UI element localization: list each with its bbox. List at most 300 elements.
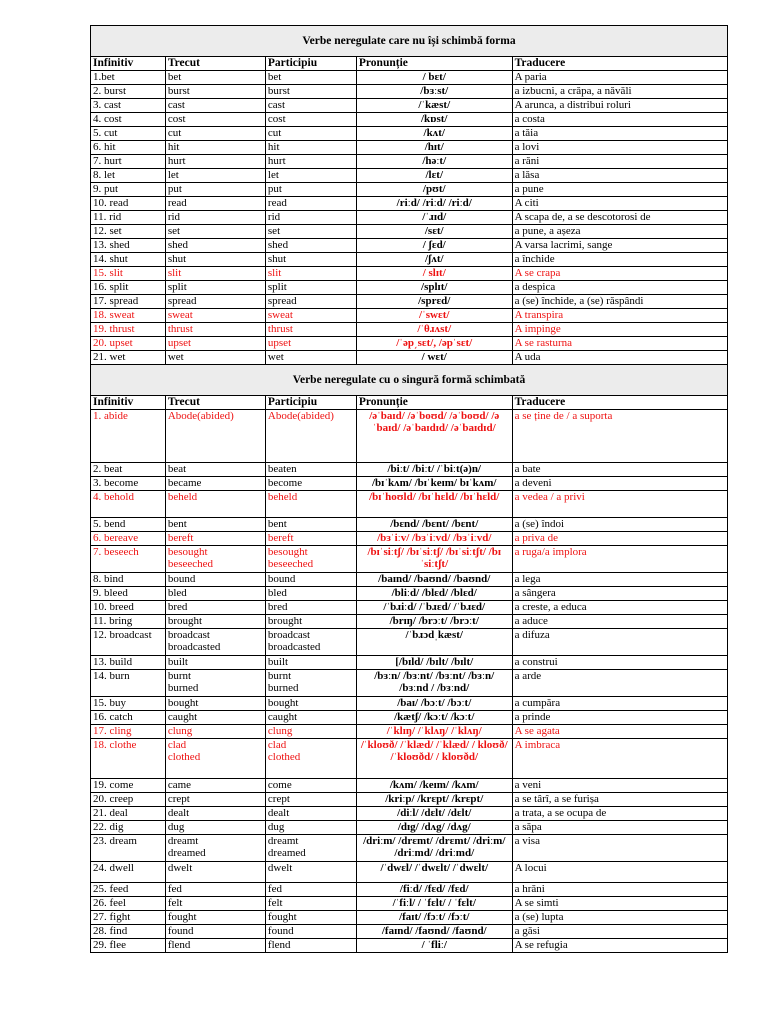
table-row xyxy=(91,463,728,477)
cell-pron: /həːt/ xyxy=(356,155,512,169)
cell-inf: 8. bind xyxy=(91,573,166,587)
cell-pron: /ˈbɹɔdˌkæst/ xyxy=(356,629,512,656)
cell-inf: 18. clothe xyxy=(91,739,166,779)
cell-pron: /bɪˈkʌm/ /bɪˈkeɪm/ bɪˈkʌm/ xyxy=(356,477,512,491)
cell-trans: a deveni xyxy=(512,477,727,491)
cell-inf: 11. rid xyxy=(91,211,166,225)
cell-part: dreamt dreamed xyxy=(265,835,356,862)
cell-part: fought xyxy=(265,910,356,924)
cell-pron: /baɪnd/ /baʊnd/ /baʊnd/ xyxy=(356,573,512,587)
table-row xyxy=(91,711,728,725)
cell-trans: A transpira xyxy=(512,309,727,323)
column-header: Infinitiv xyxy=(91,57,166,71)
column-header: Pronunție xyxy=(356,57,512,71)
cell-pron: /ˈɹɪd/ xyxy=(356,211,512,225)
cell-inf: 9. put xyxy=(91,183,166,197)
cell-past: found xyxy=(165,924,265,938)
cell-pron: /lɛt/ xyxy=(356,169,512,183)
cell-trans: a (se) lupta xyxy=(512,910,727,924)
table-row xyxy=(91,573,728,587)
table-row xyxy=(91,629,728,656)
cell-part: beheld xyxy=(265,491,356,518)
cell-inf: 3. cast xyxy=(91,99,166,113)
cell-part: cost xyxy=(265,113,356,127)
cell-inf: 6. hit xyxy=(91,141,166,155)
cell-pron: /əˈbaɪd/ /əˈboʊd/ /əˈboʊd/ /əˈbaɪd/ /əˈbaɪdɪd/ /əˈbaɪdɪd/ xyxy=(356,410,512,463)
cell-trans: a tăia xyxy=(512,127,727,141)
cell-past: clad clothed xyxy=(165,739,265,779)
cell-inf: 4. behold xyxy=(91,491,166,518)
cell-inf: 10. breed xyxy=(91,601,166,615)
table-row xyxy=(91,71,728,85)
cell-pron: /ʃʌt/ xyxy=(356,253,512,267)
cell-part: become xyxy=(265,477,356,491)
column-header: Traducere xyxy=(512,396,727,410)
table-row xyxy=(91,835,728,862)
cell-part: felt xyxy=(265,896,356,910)
cell-inf: 13. build xyxy=(91,656,166,670)
cell-pron: /diːl/ /dɛlt/ /dɛlt/ xyxy=(356,807,512,821)
cell-inf: 11. bring xyxy=(91,615,166,629)
column-header: Infinitiv xyxy=(91,396,166,410)
cell-part: upset xyxy=(265,337,356,351)
table-row xyxy=(91,882,728,896)
table-row xyxy=(91,807,728,821)
cell-part: burst xyxy=(265,85,356,99)
column-header: Participiu xyxy=(265,396,356,410)
cell-past: bled xyxy=(165,587,265,601)
table-row xyxy=(91,113,728,127)
cell-trans: a izbucni, a crăpa, a năvăli xyxy=(512,85,727,99)
table-row xyxy=(91,587,728,601)
cell-past: besought beseeched xyxy=(165,546,265,573)
cell-part: bred xyxy=(265,601,356,615)
table-row xyxy=(91,309,728,323)
cell-inf: 20. upset xyxy=(91,337,166,351)
table-row xyxy=(91,351,728,365)
cell-pron: /pʊt/ xyxy=(356,183,512,197)
cell-part: read xyxy=(265,197,356,211)
table-row xyxy=(91,739,728,779)
section-title: Verbe neregulate cu o singură formă schimbată xyxy=(91,365,728,396)
cell-past: set xyxy=(165,225,265,239)
cell-trans: a despica xyxy=(512,281,727,295)
cell-inf: 19. thrust xyxy=(91,323,166,337)
cell-trans: a construi xyxy=(512,656,727,670)
cell-pron: /ˈfiːl/ / ˈfɛlt/ / ˈfɛlt/ xyxy=(356,896,512,910)
table-row xyxy=(91,518,728,532)
cell-past: crept xyxy=(165,793,265,807)
cell-trans: a veni xyxy=(512,779,727,793)
cell-pron: / ˈfliː/ xyxy=(356,938,512,952)
cell-past: fed xyxy=(165,882,265,896)
cell-part: dwelt xyxy=(265,862,356,883)
table-row xyxy=(91,183,728,197)
cell-inf: 5. bend xyxy=(91,518,166,532)
cell-trans: a creste, a educa xyxy=(512,601,727,615)
cell-pron: /ˈbɹiːd/ /ˈbɹɛd/ /ˈbɹɛd/ xyxy=(356,601,512,615)
column-header-row xyxy=(91,57,728,71)
cell-part: clung xyxy=(265,725,356,739)
cell-inf: 20. creep xyxy=(91,793,166,807)
cell-past: wet xyxy=(165,351,265,365)
cell-part: clad clothed xyxy=(265,739,356,779)
cell-pron: /bɪˈsiːtʃ/ /bɪˈsiːtʃ/ /bɪˈsiːtʃt/ /bɪˈsiːtʃt/ xyxy=(356,546,512,573)
cell-trans: a vedea / a privi xyxy=(512,491,727,518)
cell-past: brought xyxy=(165,615,265,629)
cell-past: bent xyxy=(165,518,265,532)
cell-trans: a săpa xyxy=(512,821,727,835)
cell-pron: /ˈdwɛl/ /ˈdwɛlt/ /ˈdwɛlt/ xyxy=(356,862,512,883)
cell-past: built xyxy=(165,656,265,670)
table-row xyxy=(91,793,728,807)
cell-part: beaten xyxy=(265,463,356,477)
cell-part: slit xyxy=(265,267,356,281)
cell-trans: a răni xyxy=(512,155,727,169)
section-title-row xyxy=(91,26,728,57)
table-row xyxy=(91,491,728,518)
cell-pron: /fiːd/ /fɛd/ /fɛd/ xyxy=(356,882,512,896)
cell-inf: 9. bleed xyxy=(91,587,166,601)
cell-past: spread xyxy=(165,295,265,309)
cell-trans: a pune, a așeza xyxy=(512,225,727,239)
cell-past: bet xyxy=(165,71,265,85)
cell-trans: A citi xyxy=(512,197,727,211)
cell-part: split xyxy=(265,281,356,295)
cell-trans: A locui xyxy=(512,862,727,883)
cell-pron: /kʌm/ /keɪm/ /kʌm/ xyxy=(356,779,512,793)
cell-past: rid xyxy=(165,211,265,225)
cell-past: hurt xyxy=(165,155,265,169)
cell-past: dwelt xyxy=(165,862,265,883)
cell-trans: a închide xyxy=(512,253,727,267)
cell-trans: a costa xyxy=(512,113,727,127)
cell-past: hit xyxy=(165,141,265,155)
table-row xyxy=(91,546,728,573)
cell-trans: a lovi xyxy=(512,141,727,155)
cell-inf: 1.bet xyxy=(91,71,166,85)
cell-pron: /baɪ/ /bɔːt/ /bɔːt/ xyxy=(356,697,512,711)
verb-tables-page xyxy=(90,25,728,953)
cell-part: dug xyxy=(265,821,356,835)
cell-pron: /faɪnd/ /faʊnd/ /faʊnd/ xyxy=(356,924,512,938)
table-row xyxy=(91,127,728,141)
cell-part: besought beseeched xyxy=(265,546,356,573)
cell-part: found xyxy=(265,924,356,938)
cell-part: bound xyxy=(265,573,356,587)
cell-inf: 24. dwell xyxy=(91,862,166,883)
cell-pron: /ˈkloʊð/ /ˈklæd/ /ˈklæd/ / kloʊð/ /ˈkloʊðd/ / kloʊðd/ xyxy=(356,739,512,779)
column-header: Trecut xyxy=(165,396,265,410)
cell-trans: a cumpăra xyxy=(512,697,727,711)
cell-past: bound xyxy=(165,573,265,587)
table-row xyxy=(91,239,728,253)
cell-past: bred xyxy=(165,601,265,615)
cell-trans: a se târî, a se furișa xyxy=(512,793,727,807)
table-row xyxy=(91,862,728,883)
cell-inf: 27. fight xyxy=(91,910,166,924)
table-row xyxy=(91,99,728,113)
cell-part: bent xyxy=(265,518,356,532)
cell-part: hit xyxy=(265,141,356,155)
cell-trans: A imbraca xyxy=(512,739,727,779)
cell-trans: a visa xyxy=(512,835,727,862)
cell-inf: 14. shut xyxy=(91,253,166,267)
cell-inf: 15. slit xyxy=(91,267,166,281)
cell-past: dreamt dreamed xyxy=(165,835,265,862)
cell-inf: 16. split xyxy=(91,281,166,295)
column-header: Pronunție xyxy=(356,396,512,410)
cell-trans: a trata, a se ocupa de xyxy=(512,807,727,821)
cell-past: flend xyxy=(165,938,265,952)
cell-pron: /riːd/ /riːd/ /riːd/ xyxy=(356,197,512,211)
cell-inf: 17. spread xyxy=(91,295,166,309)
cell-pron: /hɪt/ xyxy=(356,141,512,155)
cell-trans: a bate xyxy=(512,463,727,477)
cell-trans: a pune xyxy=(512,183,727,197)
cell-pron: /ˈswɛt/ xyxy=(356,309,512,323)
cell-inf: 28. find xyxy=(91,924,166,938)
cell-pron: /driːm/ /drɛmt/ /drɛmt/ /driːm/ /driːmd/ /driːmd/ xyxy=(356,835,512,862)
cell-past: fought xyxy=(165,910,265,924)
cell-trans: a se ține de / a suporta xyxy=(512,410,727,463)
column-header: Traducere xyxy=(512,57,727,71)
cell-pron: /ˈθɹʌst/ xyxy=(356,323,512,337)
cell-pron: /sɛt/ xyxy=(356,225,512,239)
cell-trans: a aduce xyxy=(512,615,727,629)
table-row xyxy=(91,281,728,295)
cell-part: thrust xyxy=(265,323,356,337)
table-row xyxy=(91,225,728,239)
cell-pron: /ˈəp͵sɛt/, /əpˈsɛt/ xyxy=(356,337,512,351)
cell-part: brought xyxy=(265,615,356,629)
cell-part: put xyxy=(265,183,356,197)
cell-past: beheld xyxy=(165,491,265,518)
cell-pron: /biːt/ /biːt/ /ˈbiːt(ə)n/ xyxy=(356,463,512,477)
column-header-row xyxy=(91,396,728,410)
cell-past: read xyxy=(165,197,265,211)
cell-inf: 2. beat xyxy=(91,463,166,477)
table-row xyxy=(91,267,728,281)
cell-part: caught xyxy=(265,711,356,725)
table-row xyxy=(91,938,728,952)
cell-part: come xyxy=(265,779,356,793)
cell-trans: A paria xyxy=(512,71,727,85)
cell-inf: 4. cost xyxy=(91,113,166,127)
cell-trans: a lega xyxy=(512,573,727,587)
cell-trans: A arunca, a distribui roluri xyxy=(512,99,727,113)
cell-trans: A se rasturna xyxy=(512,337,727,351)
cell-pron: /brɪŋ/ /brɔːt/ /brɔːt/ xyxy=(356,615,512,629)
cell-inf: 22. dig xyxy=(91,821,166,835)
cell-inf: 29. flee xyxy=(91,938,166,952)
cell-part: flend xyxy=(265,938,356,952)
cell-trans: A se simti xyxy=(512,896,727,910)
cell-past: sweat xyxy=(165,309,265,323)
cell-trans: a prinde xyxy=(512,711,727,725)
cell-pron: / bɛt/ xyxy=(356,71,512,85)
cell-part: cut xyxy=(265,127,356,141)
cell-past: shed xyxy=(165,239,265,253)
cell-past: came xyxy=(165,779,265,793)
table-row xyxy=(91,477,728,491)
cell-part: Abode(abided) xyxy=(265,410,356,463)
table-row xyxy=(91,211,728,225)
cell-trans: a priva de xyxy=(512,532,727,546)
table-row xyxy=(91,910,728,924)
cell-part: wet xyxy=(265,351,356,365)
cell-inf: 21. deal xyxy=(91,807,166,821)
cell-inf: 23. dream xyxy=(91,835,166,862)
cell-part: burnt burned xyxy=(265,670,356,697)
cell-part: bled xyxy=(265,587,356,601)
cell-pron: /ˈkæst/ xyxy=(356,99,512,113)
cell-part: let xyxy=(265,169,356,183)
cell-past: clung xyxy=(165,725,265,739)
cell-past: upset xyxy=(165,337,265,351)
cell-past: cut xyxy=(165,127,265,141)
cell-trans: a difuza xyxy=(512,629,727,656)
cell-trans: a ruga/a implora xyxy=(512,546,727,573)
cell-past: burst xyxy=(165,85,265,99)
cell-part: set xyxy=(265,225,356,239)
table-row xyxy=(91,896,728,910)
cell-past: cast xyxy=(165,99,265,113)
cell-trans: a sângera xyxy=(512,587,727,601)
cell-inf: 8. let xyxy=(91,169,166,183)
cell-part: cast xyxy=(265,99,356,113)
cell-inf: 19. come xyxy=(91,779,166,793)
cell-past: broadcast broadcasted xyxy=(165,629,265,656)
cell-past: felt xyxy=(165,896,265,910)
cell-inf: 12. broadcast xyxy=(91,629,166,656)
irregular-verbs-table xyxy=(90,25,728,953)
cell-inf: 12. set xyxy=(91,225,166,239)
cell-inf: 17. cling xyxy=(91,725,166,739)
cell-inf: 16. catch xyxy=(91,711,166,725)
cell-trans: A varsa lacrimi, sange xyxy=(512,239,727,253)
cell-inf: 1. abide xyxy=(91,410,166,463)
table-row xyxy=(91,295,728,309)
table-row xyxy=(91,169,728,183)
cell-pron: /ˈklɪŋ/ /ˈklʌŋ/ /ˈklʌŋ/ xyxy=(356,725,512,739)
cell-pron: /kɒst/ xyxy=(356,113,512,127)
cell-part: spread xyxy=(265,295,356,309)
cell-past: put xyxy=(165,183,265,197)
cell-past: bereft xyxy=(165,532,265,546)
cell-pron: /faɪt/ /fɔːt/ /fɔːt/ xyxy=(356,910,512,924)
cell-pron: /sprɛd/ xyxy=(356,295,512,309)
cell-part: fed xyxy=(265,882,356,896)
table-row xyxy=(91,141,728,155)
cell-pron: /bɪˈhoʊld/ /bɪˈhɛld/ /bɪˈhɛld/ xyxy=(356,491,512,518)
cell-inf: 18. sweat xyxy=(91,309,166,323)
cell-part: bought xyxy=(265,697,356,711)
cell-part: shed xyxy=(265,239,356,253)
cell-pron: / slɪt/ xyxy=(356,267,512,281)
cell-past: cost xyxy=(165,113,265,127)
cell-past: dug xyxy=(165,821,265,835)
cell-part: broadcast broadcasted xyxy=(265,629,356,656)
column-header: Participiu xyxy=(265,57,356,71)
cell-inf: 3. become xyxy=(91,477,166,491)
cell-part: bereft xyxy=(265,532,356,546)
cell-inf: 7. hurt xyxy=(91,155,166,169)
cell-trans: a (se) închide, a (se) răspândi xyxy=(512,295,727,309)
table-row xyxy=(91,601,728,615)
cell-inf: 5. cut xyxy=(91,127,166,141)
cell-part: rid xyxy=(265,211,356,225)
cell-pron: /splɪt/ xyxy=(356,281,512,295)
cell-trans: a hrăni xyxy=(512,882,727,896)
cell-trans: A scapa de, a se descotorosi de xyxy=(512,211,727,225)
cell-past: let xyxy=(165,169,265,183)
table-row xyxy=(91,656,728,670)
cell-trans: a (se) îndoi xyxy=(512,518,727,532)
cell-pron: /kætʃ/ /kɔːt/ /kɔːt/ xyxy=(356,711,512,725)
cell-inf: 2. burst xyxy=(91,85,166,99)
cell-trans: A impinge xyxy=(512,323,727,337)
cell-past: bought xyxy=(165,697,265,711)
cell-inf: 26. feel xyxy=(91,896,166,910)
table-row xyxy=(91,197,728,211)
column-header: Trecut xyxy=(165,57,265,71)
section-title-row xyxy=(91,365,728,396)
cell-pron: /bɛnd/ /bɛnt/ /bɛnt/ xyxy=(356,518,512,532)
cell-past: thrust xyxy=(165,323,265,337)
table-row xyxy=(91,779,728,793)
table-row xyxy=(91,532,728,546)
cell-pron: /kriːp/ /krɛpt/ /krɛpt/ xyxy=(356,793,512,807)
cell-inf: 6. bereave xyxy=(91,532,166,546)
table-row xyxy=(91,670,728,697)
cell-past: shut xyxy=(165,253,265,267)
table-row xyxy=(91,155,728,169)
table-row xyxy=(91,85,728,99)
cell-past: caught xyxy=(165,711,265,725)
cell-pron: / ʃɛd/ xyxy=(356,239,512,253)
cell-past: Abode(abided) xyxy=(165,410,265,463)
cell-past: became xyxy=(165,477,265,491)
table-row xyxy=(91,821,728,835)
cell-part: crept xyxy=(265,793,356,807)
cell-pron: /bɜˈiːv/ /bɜˈiːvd/ /bɜˈiːvd/ xyxy=(356,532,512,546)
cell-inf: 21. wet xyxy=(91,351,166,365)
cell-past: beat xyxy=(165,463,265,477)
cell-pron: /bɜːn/ /bɜːnt/ /bɜːnt/ /bɜːn/ /bɜːnd / /bɜːnd/ xyxy=(356,670,512,697)
cell-inf: 14. burn xyxy=(91,670,166,697)
table-row xyxy=(91,410,728,463)
cell-trans: a găsi xyxy=(512,924,727,938)
cell-part: dealt xyxy=(265,807,356,821)
cell-past: burnt burned xyxy=(165,670,265,697)
cell-pron: /kʌt/ xyxy=(356,127,512,141)
cell-inf: 13. shed xyxy=(91,239,166,253)
cell-trans: A se refugia xyxy=(512,938,727,952)
table-row xyxy=(91,697,728,711)
table-row xyxy=(91,323,728,337)
cell-past: slit xyxy=(165,267,265,281)
table-row xyxy=(91,615,728,629)
cell-part: bet xyxy=(265,71,356,85)
cell-pron: / wɛt/ xyxy=(356,351,512,365)
cell-pron: /bliːd/ /blɛd/ /blɛd/ xyxy=(356,587,512,601)
cell-trans: A se crapa xyxy=(512,267,727,281)
cell-past: dealt xyxy=(165,807,265,821)
section-title: Verbe neregulate care nu își schimbă forma xyxy=(91,26,728,57)
cell-past: split xyxy=(165,281,265,295)
table-row xyxy=(91,337,728,351)
